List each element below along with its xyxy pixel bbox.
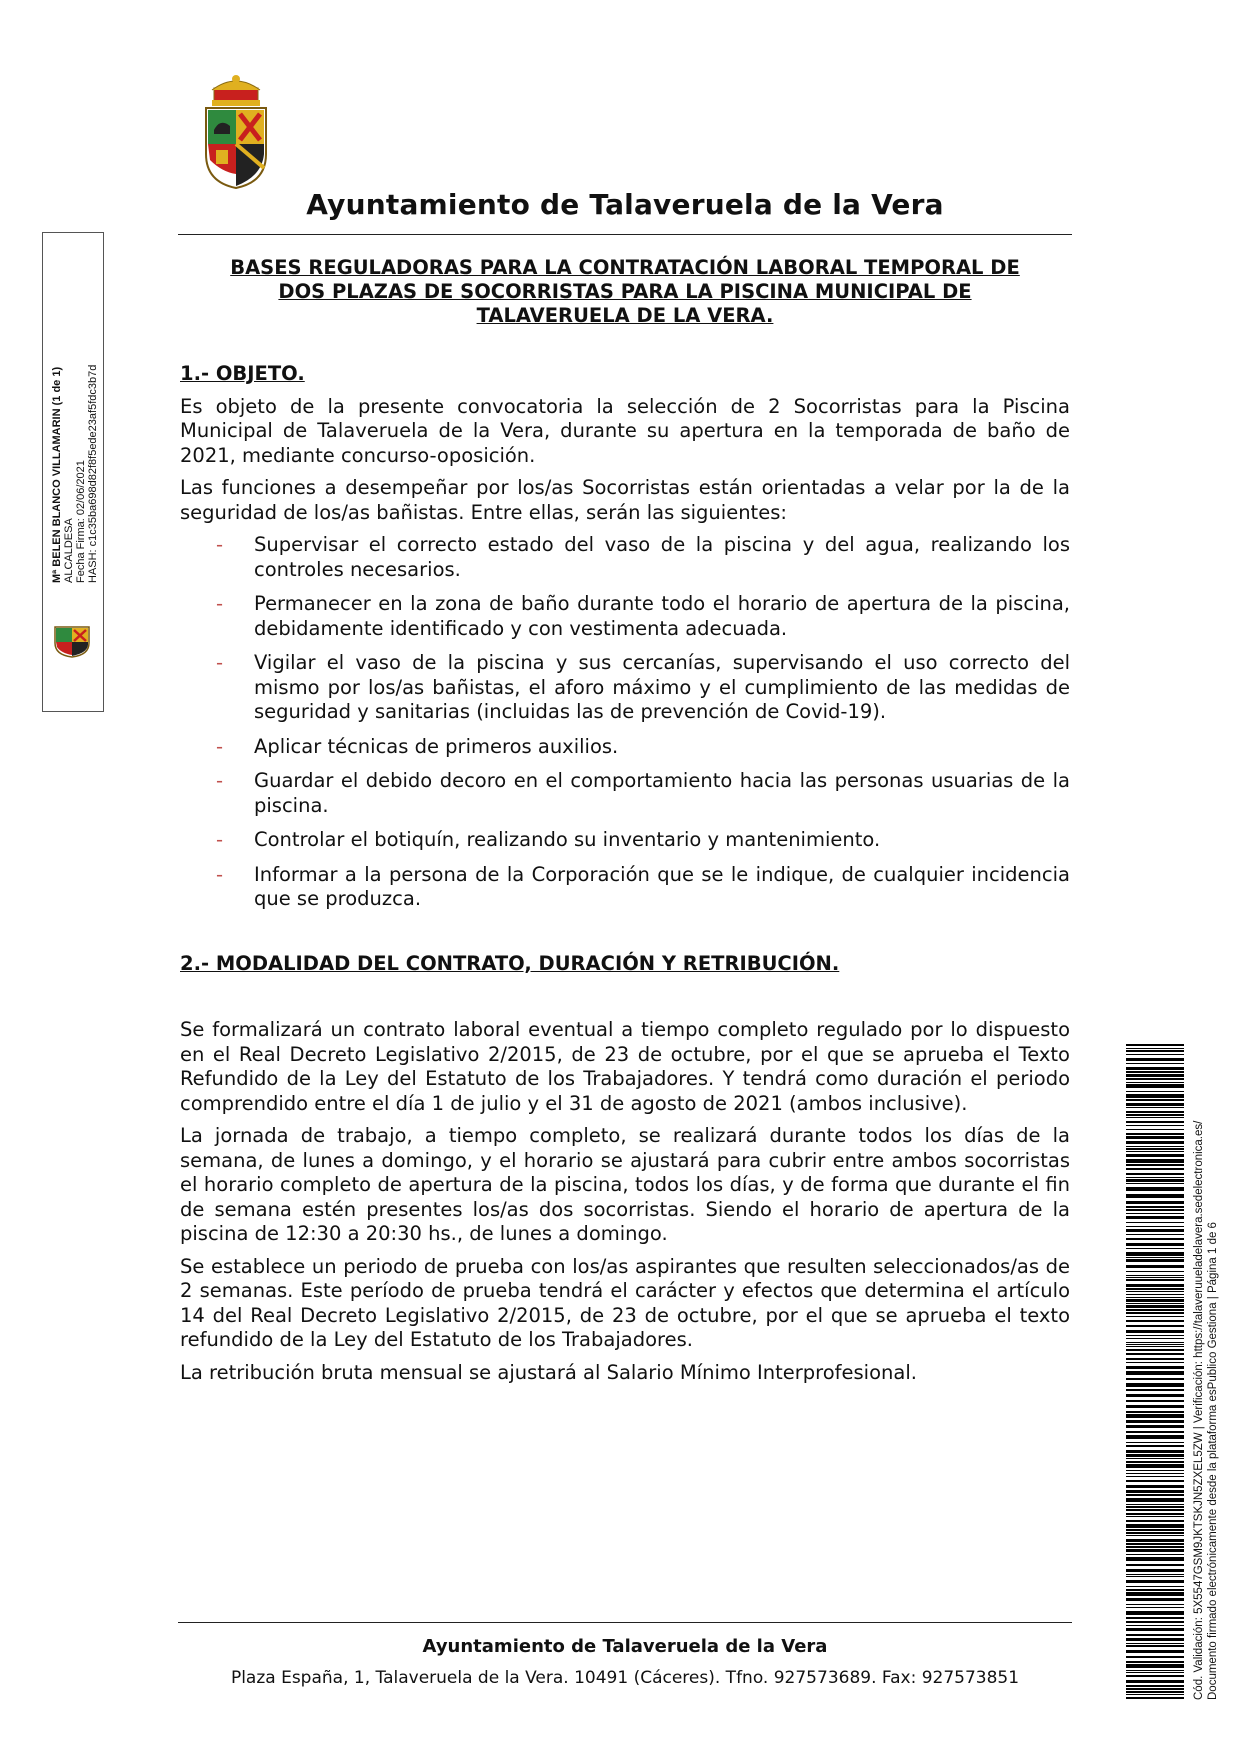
barcode-bar — [1126, 1179, 1184, 1182]
verification-line-1: Cód. Validación: 5X5547GSM9JKTSKJN5ZXEL5ZW | Verificación: https://talaveruueladelavera.sedelectronica.es/ — [1193, 1120, 1205, 1700]
barcode-bar — [1126, 1378, 1184, 1380]
bullet-dash-icon: - — [216, 651, 224, 674]
barcode-bar — [1126, 1114, 1184, 1116]
barcode-bar — [1126, 1067, 1184, 1070]
barcode-bar — [1126, 1504, 1184, 1505]
barcode-bar — [1126, 1154, 1184, 1157]
barcode-bar — [1126, 1685, 1184, 1687]
barcode-bar — [1126, 1243, 1184, 1246]
barcode-bar — [1126, 1125, 1184, 1126]
barcode-bar — [1126, 1234, 1184, 1235]
barcode-bar — [1126, 1146, 1184, 1147]
barcode-bar — [1126, 1611, 1184, 1615]
barcode-bar — [1126, 1071, 1184, 1073]
validation-barcode — [1126, 1044, 1184, 1700]
barcode-bar — [1126, 1252, 1184, 1256]
list-item: - Aplicar técnicas de primeros auxilios. — [216, 734, 619, 758]
list-item: - Guardar el debido decoro en el comportamiento hacia las personas usuarias de la piscina. — [216, 769, 1070, 817]
barcode-bar — [1126, 1141, 1184, 1144]
barcode-bar — [1126, 1694, 1184, 1695]
barcode-bar — [1126, 1607, 1184, 1608]
barcode-bar — [1126, 1309, 1184, 1311]
header-divider — [178, 234, 1072, 235]
barcode-bar — [1126, 1226, 1184, 1227]
signer-role: ALCALDESA — [63, 518, 75, 583]
barcode-bar — [1126, 1564, 1184, 1566]
barcode-bar — [1126, 1621, 1184, 1623]
bullet-dash-icon: - — [216, 828, 224, 851]
barcode-bar — [1126, 1275, 1184, 1276]
barcode-bar — [1126, 1358, 1184, 1360]
barcode-bar — [1126, 1442, 1184, 1443]
barcode-bar — [1126, 1342, 1184, 1343]
barcode-bar — [1126, 1524, 1184, 1528]
signature-text — [51, 263, 99, 583]
barcode-bar — [1126, 1048, 1184, 1049]
barcode-bar — [1126, 1177, 1184, 1178]
barcode-bar — [1126, 1485, 1184, 1488]
barcode-bar — [1126, 1353, 1184, 1355]
barcode-bar — [1126, 1257, 1184, 1258]
barcode-bar — [1126, 1598, 1184, 1601]
barcode-bar — [1126, 1389, 1184, 1391]
bullet-dash-icon: - — [216, 862, 224, 886]
barcode-bar — [1126, 1458, 1184, 1459]
barcode-bar — [1126, 1320, 1184, 1322]
list-item: - Vigilar el vaso de la piscina y sus cercanías, supervisando el uso correcto del mismo por los/as bañistas, el aforo máximo y el cumplimiento de las medidas de seguridad y sanitarias (incluidas las de prevención de Covid-19). — [216, 651, 1070, 723]
list-item: - Informar a la persona de la Corporación que se le indique, de cualquier incidencia que se produzca. — [216, 862, 1070, 910]
barcode-bar — [1126, 1543, 1184, 1545]
barcode-bar — [1126, 1366, 1184, 1369]
verification-line-2: Documento firmado electrónicamente desde la plataforma esPublico Gestiona | Página 1 de 6 — [1207, 1222, 1219, 1700]
document-title — [180, 256, 1070, 328]
barcode-bar — [1126, 1546, 1184, 1548]
section-2-heading: 2.- MODALIDAD DEL CONTRATO, DURACIÓN Y RETRIBUCIÓN. — [180, 951, 840, 975]
barcode-bar — [1126, 1058, 1184, 1061]
barcode-bar — [1126, 1238, 1184, 1240]
barcode-bar — [1126, 1569, 1184, 1572]
barcode-bar — [1126, 1288, 1184, 1290]
section-1-paragraph-2: Las funciones a desempeñar por los/as Socorristas están orientadas a velar por la de la seguridad de los/as bañistas. Entre ellas, serán las siguientes: — [180, 476, 1070, 524]
barcode-bar — [1126, 1513, 1184, 1515]
barcode-bar — [1126, 1050, 1184, 1052]
barcode-bar — [1126, 1216, 1184, 1219]
barcode-bar — [1126, 1133, 1184, 1135]
barcode-bar — [1126, 1589, 1184, 1591]
barcode-bar — [1126, 1044, 1184, 1046]
barcode-bar — [1126, 1638, 1184, 1641]
barcode-bar — [1126, 1645, 1184, 1647]
barcode-bar — [1126, 1476, 1184, 1477]
list-item: - Permanecer en la zona de baño durante todo el horario de apertura de la piscina, debidamente identificado y con vestimenta adecuada. — [216, 592, 1070, 640]
barcode-bar — [1126, 1664, 1184, 1668]
document-body — [180, 362, 1070, 1393]
small-crest-icon — [51, 623, 93, 659]
barcode-bar — [1126, 1349, 1184, 1351]
functions-list — [180, 533, 1070, 912]
barcode-bar — [1126, 1697, 1184, 1699]
barcode-bar — [1126, 1414, 1184, 1418]
barcode-bar — [1126, 1078, 1184, 1080]
barcode-bar — [1126, 1173, 1184, 1175]
barcode-bar — [1126, 1213, 1184, 1214]
barcode-bar — [1126, 1074, 1184, 1077]
signature-box — [42, 232, 104, 712]
barcode-bar — [1126, 1576, 1184, 1577]
barcode-bar — [1126, 1461, 1184, 1463]
barcode-bar — [1126, 1330, 1184, 1333]
footer-address: Plaza España, 1, Talaveruela de la Vera. 10491 (Cáceres). Tfno. 927573689. Fax: 927573851 — [230, 1668, 1020, 1688]
list-item: - Supervisar el correcto estado del vaso de la piscina y del agua, realizando los controles necesarios. — [216, 533, 1070, 581]
barcode-bar — [1126, 1480, 1184, 1482]
barcode-bar — [1126, 1312, 1184, 1314]
footer-organization-name: Ayuntamiento de Talaveruela de la Vera — [422, 1636, 828, 1657]
barcode-bar — [1126, 1634, 1184, 1636]
barcode-bar — [1126, 1425, 1184, 1428]
document-title-line-2: DOS PLAZAS DE SOCORRISTAS PARA LA PISCINA MUNICIPAL DE — [278, 280, 972, 303]
barcode-bar — [1126, 1691, 1184, 1693]
barcode-bar — [1126, 1643, 1184, 1644]
barcode-bar — [1126, 1405, 1184, 1408]
document-title-line-1: BASES REGULADORAS PARA LA CONTRATACIÓN LABORAL TEMPORAL DE — [230, 256, 1020, 279]
section-2-paragraph-1: Se formalizará un contrato laboral eventual a tiempo completo regulado por lo dispuesto en el Real Decreto Legislativo 2/2015, de 23 de octubre, por el que se aprueba el Texto Refundido de la Ley del Estatuto de los Trabajadores. Y tendrá como duración el periodo comprendido entre el día 1 de julio y el 31 de agosto de 2021 (ambos inclusive). — [180, 1018, 1070, 1115]
barcode-bar — [1126, 1107, 1184, 1108]
barcode-bar — [1126, 1498, 1184, 1502]
section-1-heading: 1.- OBJETO. — [180, 362, 305, 385]
barcode-bar — [1126, 1117, 1184, 1118]
barcode-bar — [1126, 1063, 1184, 1064]
barcode-bar — [1126, 1435, 1184, 1439]
barcode-bar — [1126, 1054, 1184, 1055]
barcode-bar — [1126, 1201, 1184, 1204]
verification-text — [1192, 1040, 1220, 1700]
list-item: - Controlar el botiquín, realizando su inventario y mantenimiento. — [216, 828, 881, 851]
barcode-bar — [1126, 1325, 1184, 1327]
barcode-bar — [1126, 1279, 1184, 1281]
barcode-bar — [1126, 1464, 1184, 1468]
barcode-bar — [1126, 1688, 1184, 1690]
barcode-bar — [1126, 1509, 1184, 1511]
barcode-bar — [1126, 1091, 1184, 1092]
barcode-bar — [1126, 1297, 1184, 1298]
barcode-bar — [1126, 1103, 1184, 1106]
barcode-bar — [1126, 1574, 1184, 1575]
barcode-bar — [1126, 1284, 1184, 1287]
barcode-bar — [1126, 1187, 1184, 1191]
bullet-dash-icon: - — [216, 734, 224, 758]
footer-divider — [178, 1622, 1072, 1623]
barcode-bar — [1126, 1206, 1184, 1208]
barcode-bar — [1126, 1535, 1184, 1536]
barcode-bar — [1126, 1394, 1184, 1397]
barcode-bar — [1126, 1294, 1184, 1295]
barcode-bar — [1126, 1383, 1184, 1387]
barcode-bar — [1126, 1650, 1184, 1653]
section-2-paragraph-2: La jornada de trabajo, a tiempo completo, se realizará durante todos los días de la semana, de lunes a domingo, y el horario se ajustará para cubrir entre ambos socorristas el horario completo de apertura de la piscina, todos los días, y de forma que durante el fin de semana estén presentes los/as dos socorristas. Siendo el horario de apertura de la piscina de 12:30 a 20:30 hs., de lunes a domingo. — [180, 1124, 1070, 1245]
barcode-bar — [1126, 1420, 1184, 1423]
barcode-bar — [1126, 1473, 1184, 1474]
barcode-bar — [1126, 1580, 1184, 1583]
barcode-bar — [1126, 1628, 1184, 1631]
barcode-bar — [1126, 1229, 1184, 1232]
section-2-paragraph-3: Se establece un periodo de prueba con los/as aspirantes que resulten seleccionados/as de 2 semanas. Este período de prueba tendrá el carácter y efectos que determina el artículo 14 del Real Decreto Legislativo 2/2015, de 23 de octubre, por el que se aprueba el texto refundido de la Ley del Estatuto de los Trabajadores. — [180, 1254, 1070, 1351]
barcode-bar — [1126, 1554, 1184, 1555]
barcode-bar — [1126, 1520, 1184, 1522]
barcode-bar — [1126, 1532, 1184, 1534]
barcode-bar — [1126, 1338, 1184, 1339]
barcode-bar — [1126, 1099, 1184, 1101]
barcode-bar — [1126, 1344, 1184, 1345]
barcode-bar — [1126, 1494, 1184, 1496]
municipal-crest-icon — [200, 74, 272, 192]
section-1-paragraph-1: Es objeto de la presente convocatoria la selección de 2 Socorristas para la Piscina Municipal de Talaveruela de la Vera, durante su apertura en la temporada de baño de 2021, mediante concurso-oposición. — [180, 394, 1070, 467]
signature-hash: HASH: c1c35ba698d82f8f5ede23af5fdc3b7d — [87, 364, 99, 583]
barcode-bar — [1126, 1549, 1184, 1552]
barcode-bar — [1126, 1265, 1184, 1268]
barcode-bar — [1126, 1094, 1184, 1098]
barcode-bar — [1126, 1129, 1184, 1130]
barcode-bar — [1126, 1151, 1184, 1152]
barcode-bar — [1126, 1209, 1184, 1211]
signer-name: Mª BELEN BLANCO VILLAMARIN (1 de 1) — [51, 366, 63, 583]
barcode-bar — [1126, 1248, 1184, 1249]
barcode-bar — [1126, 1617, 1184, 1619]
bullet-dash-icon: - — [216, 592, 224, 615]
barcode-bar — [1126, 1194, 1184, 1198]
barcode-bar — [1126, 1082, 1184, 1083]
barcode-bar — [1126, 1222, 1184, 1223]
barcode-bar — [1126, 1506, 1184, 1508]
barcode-bar — [1126, 1539, 1184, 1542]
barcode-bar — [1126, 1259, 1184, 1262]
barcode-bar — [1126, 1183, 1184, 1184]
barcode-bar — [1126, 1316, 1184, 1317]
organization-title: Ayuntamiento de Talaveruela de la Vera — [306, 188, 944, 221]
barcode-bar — [1126, 1168, 1184, 1170]
barcode-bar — [1126, 1450, 1184, 1453]
barcode-bar — [1126, 1431, 1184, 1433]
barcode-bar — [1126, 1371, 1184, 1375]
barcode-bar — [1126, 1672, 1184, 1673]
barcode-bar — [1126, 1625, 1184, 1626]
barcode-bar — [1126, 1084, 1184, 1088]
barcode-bar — [1126, 1586, 1184, 1587]
barcode-bar — [1126, 1400, 1184, 1402]
bullet-dash-icon: - — [216, 533, 224, 556]
barcode-bar — [1126, 1445, 1184, 1447]
barcode-bar — [1126, 1136, 1184, 1139]
barcode-bar — [1126, 1656, 1184, 1658]
barcode-bar — [1126, 1346, 1184, 1347]
barcode-bar — [1126, 1454, 1184, 1457]
barcode-bar — [1126, 1661, 1184, 1663]
barcode-bar — [1126, 1470, 1184, 1471]
barcode-bar — [1126, 1111, 1184, 1113]
barcode-bar — [1126, 1670, 1184, 1671]
barcode-bar — [1126, 1604, 1184, 1605]
barcode-bar — [1126, 1362, 1184, 1363]
barcode-bar — [1126, 1592, 1184, 1596]
barcode-bar — [1126, 1164, 1184, 1166]
barcode-bar — [1126, 1411, 1184, 1413]
barcode-bar — [1126, 1303, 1184, 1304]
barcode-bar — [1126, 1148, 1184, 1150]
section-2-paragraph-4: La retribución bruta mensual se ajustará al Salario Mínimo Interprofesional. — [180, 1360, 917, 1384]
barcode-bar — [1126, 1159, 1184, 1163]
barcode-bar — [1126, 1121, 1184, 1123]
barcode-bar — [1126, 1277, 1184, 1278]
barcode-bar — [1126, 1516, 1184, 1517]
barcode-bar — [1126, 1680, 1184, 1683]
barcode-bar — [1126, 1557, 1184, 1561]
barcode-bar — [1126, 1490, 1184, 1493]
barcode-bar — [1126, 1271, 1184, 1272]
document-title-line-3: TALAVERUELA DE LA VERA. — [476, 304, 774, 327]
barcode-bar — [1126, 1299, 1184, 1302]
barcode-bar — [1126, 1291, 1184, 1292]
barcode-bar — [1126, 1305, 1184, 1308]
bullet-dash-icon: - — [216, 769, 224, 792]
barcode-bar — [1126, 1529, 1184, 1531]
barcode-bar — [1126, 1675, 1184, 1677]
barcode-bar — [1126, 1335, 1184, 1336]
signature-date: Fecha Firma: 02/06/2021 — [75, 460, 87, 583]
